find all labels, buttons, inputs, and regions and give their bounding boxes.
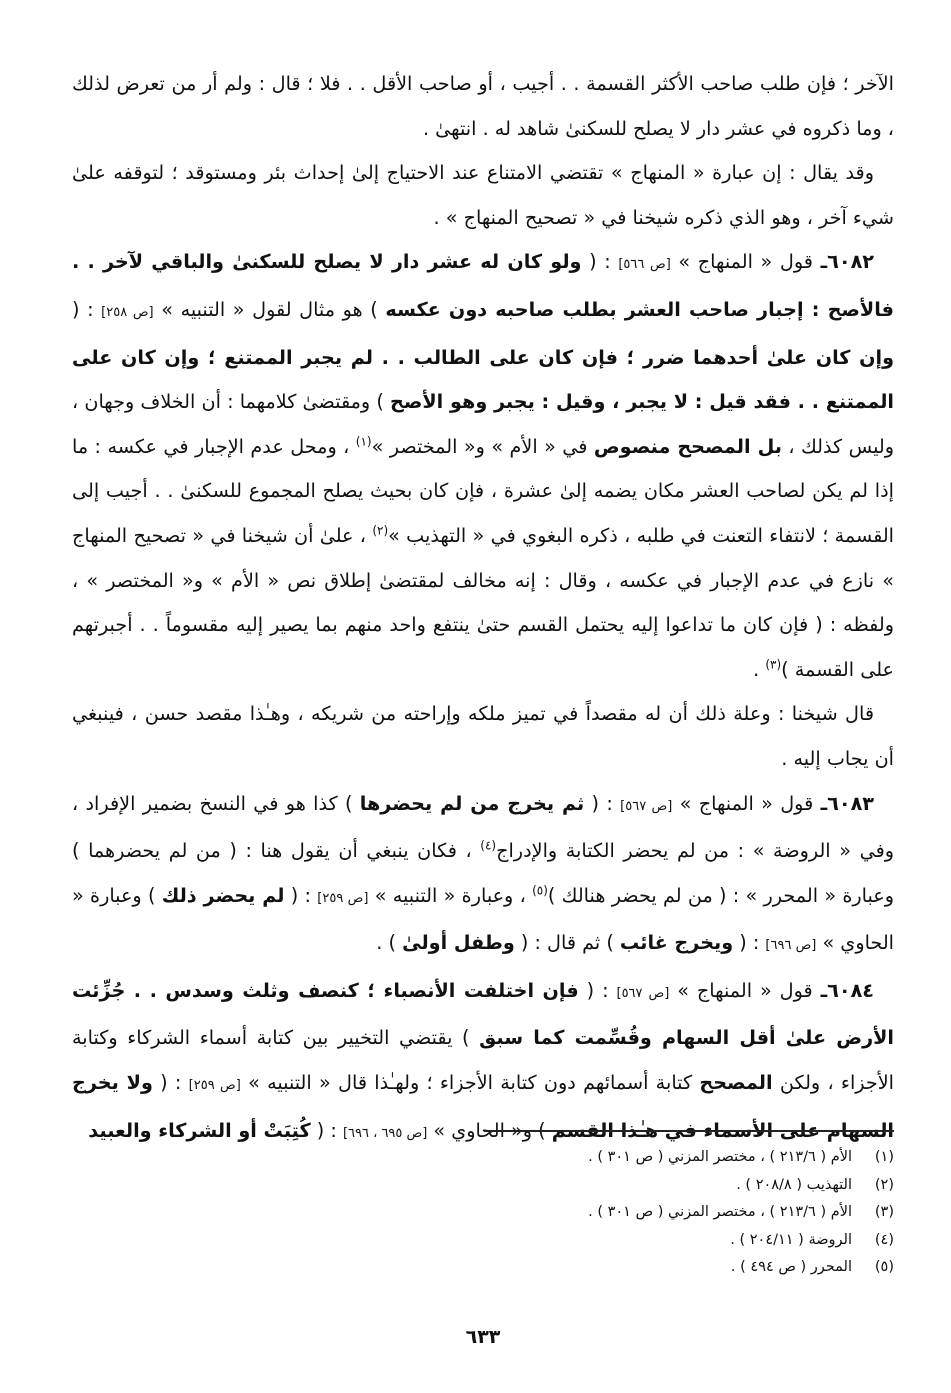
footnote-marker: (٤)	[480, 838, 497, 853]
page-reference: [ص ٦٩٦]	[765, 938, 817, 954]
page-reference: [ص ٢٥٩]	[317, 890, 369, 906]
quoted-text: ويخرج غائب	[619, 931, 734, 955]
footnote-marker: (١)	[355, 434, 372, 449]
quoted-text: ثم يخرج من لم يحضرها	[359, 791, 585, 815]
page-reference: [ص ٦٩٥ ، ٦٩٦]	[342, 1125, 428, 1141]
footnote-marker: (٣)	[765, 657, 782, 672]
footnote-text: التهذيب ( ٢٠٨/٨ ) .	[736, 1176, 852, 1193]
footnote-marker: (٢)	[372, 523, 389, 538]
quoted-text: وطفل أولىٰ	[402, 931, 515, 955]
main-text	[72, 62, 894, 1156]
quoted-text: كُتِبَتْ أو الشركاء والعبيد	[88, 1118, 311, 1142]
footnote-text: الأم ( ٢١٣/٦ ) ، مختصر المزني ( ص ٣٠١ ) .	[588, 1149, 852, 1165]
footnote-3	[72, 1199, 894, 1227]
paragraph-shaykh-comment: قال شيخنا : وعلة ذلك أن له مقصداً في تميز ملكه وإراحته من شريكه ، وهـٰذا مقصد حسن ، فينبغي أن يجاب إليه .	[72, 702, 894, 770]
footnote-number: (١)	[874, 1149, 894, 1165]
quoted-text: فإن اختلفت الأنصباء ؛ كنصف وثلث وسدس . . جُزِّئت الأرض علىٰ أقل السهام وقُسِّمت كما سبق	[72, 978, 894, 1050]
quoted-text: المصحح	[699, 1071, 773, 1095]
quoted-text: ولا يخرج السهام على الأسماء في هـٰذا القسم	[72, 1071, 894, 1142]
paragraph-continuation: الآخر ؛ فإن طلب صاحب الأكثر القسمة . . أجيب ، أو صاحب الأقل . . فلا ؛ قال : ولم أر من تعرض لذلك ، وما ذكروه في عشر دار لا يصلح للسكنىٰ شاهد له . انتهىٰ .	[72, 72, 894, 140]
footnote-text: الأم ( ٢١٣/٦ ) ، مختصر المزني ( ص ٣٠١ ) .	[588, 1204, 852, 1220]
quoted-text: لم يحضر ذلك	[161, 883, 285, 907]
footnote-number: (٢)	[874, 1176, 894, 1193]
entry-number: ٦٠٨٣ـ	[820, 791, 875, 815]
footnote-5	[72, 1254, 894, 1282]
page-reference: [ص ٥٦٦]	[618, 257, 671, 273]
footnote-number: (٣)	[874, 1204, 894, 1220]
page-number: ٦٣٣	[465, 1326, 501, 1348]
quoted-text: ولو كان له عشر دار لا يصلح للسكنىٰ والباقي لآخر . . فالأصح : إجبار صاحب العشر بطلب صاحبه دون عكسه	[72, 250, 894, 321]
footnote-text: المحرر ( ص ٤٩٤ ) .	[730, 1259, 852, 1275]
quoted-text: وإن كان علىٰ أحدهما ضرر ؛ فإن كان على الطالب . . لم يجبر الممتنع ؛ وإن كان على الممتنع . . فقد قيل : لا يجبر ، وقيل : يجبر وهو الأصح	[72, 345, 895, 414]
paragraph-6083: ٦٠٨٣ـ قول « المنهاج » [ص ٥٦٧] : ( ثم يخرج من لم يحضرها ) كذا هو في النسخ بضمير الإفراد ، وفي « الروضة » : من لم يحضر الكتابة والإدراج$^{(٤)}$ ، فكان ينبغي أن يقول هنا : ( من لم يحضرهما ) وعبارة « المحرر » : ( من لم يحضر هنالك )$^{(٥)}$ ، وعبارة « التنبيه » [ص ٢٥٩] : ( لم يحضر ذلك ) وعبارة « الحاوي » [ص ٦٩٦] : ( ويخرج غائب ) ثم قال : ( وطفل أولىٰ ) .	[72, 791, 895, 955]
quoted-text: بل المصحح منصوص	[593, 434, 782, 458]
page-reference: [ص ٢٥٨]	[101, 304, 154, 320]
paragraph-6082: ٦٠٨٢ـ قول « المنهاج » [ص ٥٦٦] : ( ولو كان له عشر دار لا يصلح للسكنىٰ والباقي لآخر . . فالأصح : إجبار صاحب العشر بطلب صاحبه دون عكسه ) هو مثال لقول « التنبيه » [ص ٢٥٨] : ( وإن كان علىٰ أحدهما ضرر ؛ فإن كان على الطالب . . لم يجبر الممتنع ؛ وإن كان على الممتنع . . فقد قيل : لا يجبر ، وقيل : يجبر وهو الأصح ) ومقتضىٰ كلامهما : أن الخلاف وجهان ، وليس كذلك ، بل المصحح منصوص في « الأم » و« المختصر »$^{(١)}$ ، ومحل عدم الإجبار في عكسه : ما إذا لم يكن لصاحب العشر مكان يضمه إلىٰ عشرة ، فإن كان بحيث يصلح المجموع للسكنىٰ . . أجيب إلى القسمة ؛ لانتفاء التعنت في طلبه ، ذكره البغوي في « التهذيب »$^{(٢)}$ ، علىٰ أن شيخنا في « تصحيح المنهاج » نازع في عدم الإجبار في عكسه ، وقال : إنه مخالف لمقتضىٰ إطلاق نص « الأم » و« المختصر » ، ولفظه : ( فإن كان ما تداعوا إليه يحتمل القسم حتىٰ ينتفع واحد منهم بما يصير إليه مقسوماً . . أجبرتهم على القسمة )$^{(٣)}$ .	[72, 250, 895, 681]
footnotes	[72, 1144, 894, 1282]
entry-number: ٦٠٨٢ـ	[820, 250, 875, 274]
footnote-separator	[484, 1130, 894, 1132]
paragraph-6084: ٦٠٨٤ـ قول « المنهاج » [ص ٥٦٧] : ( فإن اختلفت الأنصباء ؛ كنصف وثلث وسدس . . جُزِّئت الأرض علىٰ أقل السهام وقُسِّمت كما سبق ) يقتضي التخيير بين كتابة أسماء الشركاء وكتابة الأجزاء ، ولكن المصحح كتابة أسمائهم دون كتابة الأجزاء ؛ ولهـٰذا قال « التنبيه » [ص ٢٥٩] : ( ولا يخرج السهام على الأسماء في هـٰذا القسم ) و« الحاوي » [ص ٦٩٥ ، ٦٩٦] : ( كُتِبَتْ أو الشركاء والعبيد	[72, 978, 895, 1142]
paragraph-commentary: وقد يقال : إن عبارة « المنهاج » تقتضي الامتناع عند الاحتياج إلىٰ إحداث بئر ومستوقد ؛ لتوقفه علىٰ شيء آخر ، وهو الذي ذكره شيخنا في « تصحيح المنهاج » .	[72, 161, 894, 229]
footnote-marker: (٥)	[532, 883, 548, 898]
footnote-number: (٤)	[874, 1231, 894, 1248]
page-reference: [ص ٥٦٧]	[616, 985, 670, 1001]
page-reference: [ص ٥٦٧]	[620, 798, 673, 814]
page-reference: [ص ٢٥٩]	[188, 1078, 241, 1094]
book-page	[72, 62, 894, 1362]
footnote-1	[72, 1144, 894, 1172]
entry-number: ٦٠٨٤ـ	[820, 978, 875, 1002]
footnote-4	[72, 1227, 894, 1255]
footnote-text: الروضة ( ٢٠٤/١١ ) .	[730, 1231, 852, 1248]
footnote-2	[72, 1172, 894, 1200]
footnote-number: (٥)	[874, 1259, 894, 1275]
